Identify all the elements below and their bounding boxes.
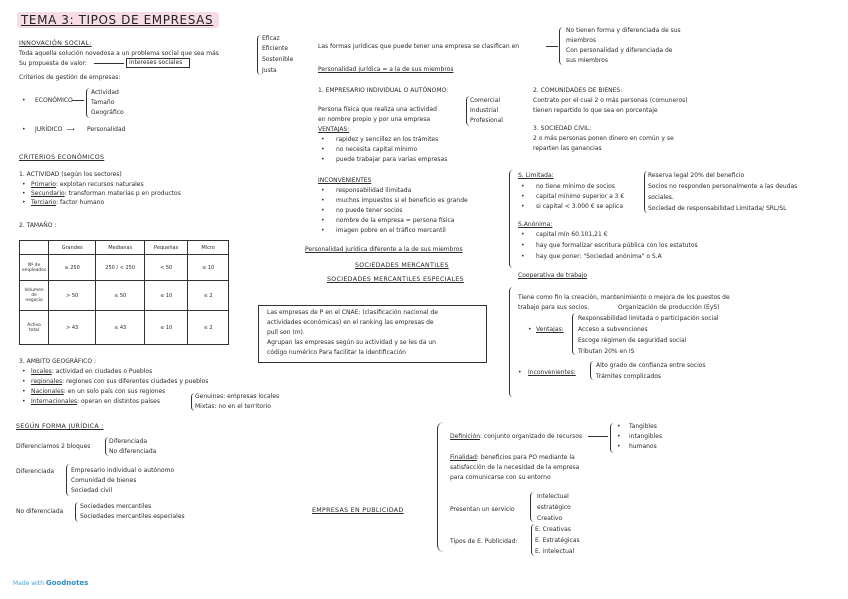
ambito-label: regionales [31,378,63,385]
soc-merc-heading: SOCIEDADES MERCANTILES [355,262,449,269]
bullet: • [22,190,26,197]
diferenciada-label: Diferenciada [16,468,55,475]
tipos-label: Tipos de E. Publicidad: [450,538,518,545]
coop-inconveniente: Trámites complicados [596,373,662,380]
personalidad-label: Personalidad [87,126,126,133]
ventaja-item: rapidez y sencillez en los trámites [336,136,439,143]
criterios-gestion: Criterios de gestión de empresas: [19,74,121,81]
comunidades-line: Contrato por el cual 2 o más personas (comuneros) [533,97,688,104]
coop-ventajas-brace [572,313,576,355]
servicio-item: Intelectual [537,493,569,500]
table-cell: ≤ 2 [188,311,229,345]
economico-tamano: Tamaño [91,99,115,106]
trait-sostenible: Sostenible [262,56,294,63]
persona-profesional: Profesional [470,117,503,124]
trait-eficiente: Eficiente [262,45,289,52]
sa-heading: S.Anónima: [518,221,553,228]
sociedad-civil-line: reparten las ganancias [533,145,602,152]
mixtas-text: Mixtas: no en el territorio [195,403,271,410]
ambito-item [31,378,208,385]
ambito-item [31,398,160,405]
intereses-text: intereses sociales [129,59,183,66]
innovacion-heading: INNOVACIÓN SOCIAL: [19,40,92,47]
juridico-label: JURÍDICO [35,126,63,133]
inconveniente-item: muchos impuestos si el beneficio es grande [336,197,468,204]
bullet: • [321,217,325,224]
table-cell: ≤ 43 [96,311,145,345]
cnae-line: Las empresas de P en el CNAE: (clasificación nacional de [267,309,438,316]
finalidad-line: satisfacción de la necesidad de la empresa [450,464,580,471]
coop-inconveniente: Alto grado de confianza entre socios [596,362,706,369]
publicidad-brace [437,422,444,552]
bullet: • [22,388,26,395]
cnae-line: actividades económicas) en el ranking las empresas de [267,319,434,326]
bullet: • [22,181,26,188]
coop-ventaja: Tributan 20% en IS [578,348,635,355]
table-cell: ≤ 50 [96,281,145,311]
comunidades-heading: 2. COMUNIDADES DE BIENES: [533,87,623,94]
sociedad-civil-line: 2 o más personas ponen dinero en común y se [533,135,674,142]
arrow-line [72,100,84,101]
arrow-line [588,436,608,437]
forma-juridica-heading: SEGÚN FORMA JURÍDICA : [16,423,104,430]
table-cell: ≥ 250 [49,255,96,281]
ambito-label: Nacionales [31,388,64,395]
coop-heading: Cooperativa de trabajo [518,272,588,279]
no-diferenciada-brace [75,502,79,522]
finalidad-line: para comunicarse con su entorno [450,474,551,481]
sa-item: capital mín 60.101,21 € [536,231,608,238]
terciario-text: : factor humano [56,199,105,206]
economico-geografico: Geográfico [91,109,124,116]
ventaja-item: puede trabajar para varias empresas [336,156,448,163]
criterios-economicos-heading: CRITERIOS ECONÓMICOS [19,154,105,161]
table-row [20,311,229,345]
personalidad-heading: Personalidad jurídica = a la de sus miembros [318,66,454,73]
cnae-line: Agrupan las empresas según su actividad y se les da un [267,339,436,346]
bullet: • [521,253,525,260]
bullet: • [321,136,325,143]
genuinas-text: Genuinas: empresas locales [195,393,280,400]
definicion-label: Definición [450,433,480,440]
terciario-label: Terciario [31,199,57,206]
bullet: • [321,156,325,163]
bullet: • [521,231,525,238]
coop-org: Organización de producción (EyS) [618,304,720,311]
coop-ventaja: Acceso a subvenciones [578,326,648,333]
definicion-row [450,433,582,440]
terciario-row [31,199,104,206]
bullet: • [321,227,325,234]
table-cell: 250 / < 250 [96,255,145,281]
soc-merc-esp-heading: SOCIEDADES MERCANTILES ESPECIALES [327,276,464,283]
arrow-icon: ⟶ [66,126,75,133]
tamano-heading: 2. TAMAÑO : [19,222,57,229]
economico-label: ECONÓMICO [35,97,73,104]
primario-row [31,181,144,188]
bullet: • [617,443,621,450]
bullet: • [321,197,325,204]
bullet: • [521,183,525,190]
table-row [20,241,229,255]
cnae-line: código numérico Para facilitar la identificación [267,349,406,356]
coop-line: Tiene como fin la creación, mantenimiento o mejora de los puestos de [518,294,730,301]
bullet: • [22,398,26,405]
table-cell [20,241,49,255]
recurso-item: humanos [629,443,657,450]
goodnotes-logo [13,579,88,587]
ambito-label: Internacionales [31,398,78,405]
soc-merc-brace [509,170,514,268]
table-cell: Activo total [20,311,49,345]
ambito-item [31,388,165,395]
bullet: • [22,199,26,206]
servicio-item: estratégico [537,504,571,511]
servicio-brace [530,492,534,522]
secundario-label: Secundario [31,190,65,197]
arrow-line [546,46,558,47]
bullet: • [521,193,525,200]
inconveniente-item: imagen pobre en el tráfico mercantil [336,227,446,234]
bullet: • [518,369,522,376]
sl-right-line: Socios no responden personalmente a las deudas [648,183,798,190]
innovacion-line1: Toda aquella solución novedosa a un problema social que sea más [19,50,219,57]
ventajas-label: Ventajas: [536,326,564,333]
trait-justa: Justa [262,67,277,74]
ambito-item [31,368,152,375]
made-with: Made with [13,580,44,587]
bullet: • [617,433,621,440]
dif-heading: Personalidad jurídica diferente a la de sus miembros [305,246,463,253]
coop-brace [509,287,514,397]
ambito-text: : en un solo país con sus regiones [63,388,166,395]
ventajas-heading: VENTAJAS: [318,126,350,133]
ambito-text: : regiones con sus diferentes ciudades y pueblos [62,378,209,385]
table-cell: Pequeñas [145,241,188,255]
no-diferenciada-item: Sociedades mercantiles [80,503,152,510]
table-cell: > 43 [49,311,96,345]
persona-line2: en nombre propio y por una empresa [318,116,431,123]
formas-brace [559,27,563,65]
table-row [20,281,229,311]
bloque-diferenciada: Diferenciada [109,438,148,445]
ventaja-item: no necesita capital mínimo [336,146,418,153]
bullet: • [22,378,26,385]
bullet: • [528,326,532,333]
coop-line: trabajo para sus socios. [518,304,590,311]
tipo-item: E. Estratégicas [535,537,580,544]
bullet: • [521,203,525,210]
table-cell: ≤ 10 [145,311,188,345]
ambito-text: : actividad en ciudades o Pueblos [51,368,153,375]
table-cell: ≤ 2 [188,281,229,311]
economico-brace [86,88,90,118]
ambito-text: : operan en distintos países [77,398,160,405]
ambito-label: locales [31,368,52,375]
diferenciada-item: Sociedad civil [71,487,113,494]
tamano-table [19,240,229,345]
inconveniente-item: no puede tener socios [336,207,403,214]
no-diferenciada-label: No diferenciada [16,508,64,515]
table-cell: Volumen de negocio [20,281,49,311]
actividad-heading: 1. ACTIVIDAD (según los sectores) [19,171,122,178]
innovacion-line2: Su propuesta de valor: [19,60,88,67]
persona-industrial: Industrial [470,107,499,114]
table-cell: Medianas [96,241,145,255]
diferenciada-item: Empresario individual o autónomo [71,467,175,474]
table-cell: Micro [188,241,229,255]
bullet: • [22,97,26,104]
primario-text: : explotan recursos naturales [55,181,144,188]
diferenciada-item: Comunidad de bienes [71,477,137,484]
finalidad-row: Finalidad: beneficios para PO mediante la [450,454,575,461]
coop-inconvenientes-brace [590,361,594,380]
formas-item: miembros [566,37,596,44]
tipo-item: E. intelectual [535,548,575,555]
recurso-item: intangibles [629,433,663,440]
persona-line1: Persona física que realiza una actividad [318,106,437,113]
recursos-brace [610,423,614,453]
sl-item: si capital < 3.000 € se aplica [536,203,624,210]
inconveniente-item: responsabilidad ilimitada [336,187,412,194]
finalidad-text: beneficios para PO mediante la [480,454,575,461]
sociedad-civil-heading: 3. SOCIEDAD CIVIL: [533,125,592,132]
arrow-line [94,63,124,64]
sl-item: no tiene mínimo de socios [536,183,615,190]
diferenciada-brace [66,464,70,496]
brand-name: Goodnotes [45,579,89,587]
bullet: • [521,242,525,249]
bloque-no-diferenciada: No diferenciada [109,448,157,455]
cnae-line: pull son (m). [267,329,305,336]
servicio-label: Presentan un servicio [450,506,515,513]
sl-right-line: sociales. [648,194,674,201]
sl-item: capital mínimo superior a 3 € [536,193,625,200]
sl-heading: S. Limitada: [518,172,554,179]
sa-item: hay que formalizar escritura pública con los estatutos [536,242,698,249]
formas-item: sus miembros [566,57,608,64]
comunidades-line: tienen repartido lo que sea en porcentaje [533,107,658,114]
bullet: • [321,207,325,214]
coop-ventaja: Responsabilidad limitada o participación social [578,315,719,322]
formas-item: Con personalidad y diferenciada de [566,47,673,54]
formas-text: Las formas jurídicas que puede tener una empresa se clasifican en [318,43,520,50]
recurso-item: Tangibles [629,423,657,430]
table-row [20,255,229,281]
table-cell: ≤ 10 [145,281,188,311]
definicion-text: : conjunto organizado de recursos [480,433,583,440]
secundario-row [31,190,181,197]
ambito-heading: 3. AMBITO GEOGRÁFICO : [19,358,96,365]
table-cell: Grandes [49,241,96,255]
bullet: • [22,368,26,375]
publicidad-heading: EMPRESAS EN PUBLICIDAD [312,507,404,514]
formas-item: No tienen forma y diferenciada de sus [566,27,681,34]
empresario-heading: 1. EMPRESARIO INDIVIDUAL O AUTÓNOMO: [318,87,449,94]
sa-item: hay que poner: "Sociedad anónima" o S.A [536,253,662,260]
secundario-text: : transforman materias p en productos [64,190,181,197]
inconvenientes-heading: INCONVENIENTES [318,177,372,184]
primario-label: Primario [31,181,56,188]
inconveniente-item: nombre de la empresa = persona física [336,217,455,224]
table-cell: ≤ 10 [188,255,229,281]
page-title: TEMA 3: TIPOS DE EMPRESAS [17,12,219,28]
coop-ventaja: Escoge régimen de seguridad social [578,337,687,344]
bullet: • [617,423,621,430]
table-cell: < 50 [145,255,188,281]
servicio-item: Creativo [537,515,563,522]
finalidad-label: Finalidad [450,454,477,461]
table-cell: Nº de empleados [20,255,49,281]
bloques-text: Diferenciamos 2 bloques [16,443,91,450]
sl-right-line: Sociedad de responsabilidad Limitada/ SRL/SL [648,205,787,212]
bullet: • [321,187,325,194]
persona-comercial: Comercial [470,97,501,104]
bullet: • [321,146,325,153]
tipo-item: E. Creativas [535,526,571,533]
economico-actividad: Actividad [91,89,119,96]
bullet: • [22,126,26,133]
no-diferenciada-item: Sociedades mercantiles especiales [80,513,185,520]
inconvenientes-label: Inconvenientes: [528,369,576,376]
trait-eficaz: Eficaz [262,35,280,42]
table-cell: > 50 [49,281,96,311]
sl-right-line: Reserva legal 20% del beneficio [648,172,745,179]
